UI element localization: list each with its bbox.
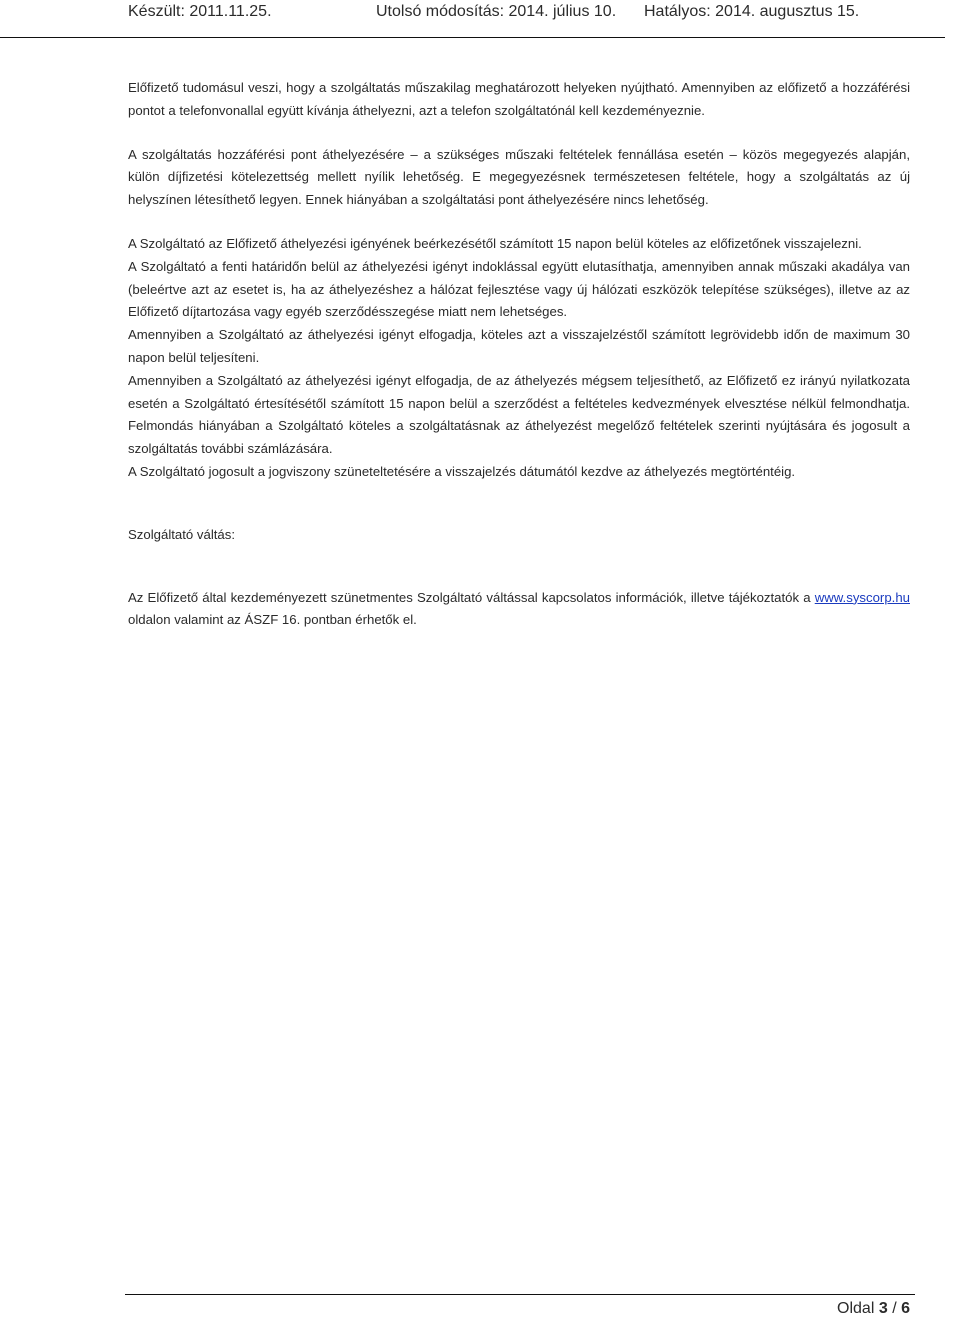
document-body — [128, 77, 910, 632]
footer-divider — [125, 1294, 915, 1295]
provider-switch-text-end: oldalon valamint az ÁSZF 16. pontban érhetők el. — [128, 612, 417, 628]
section-heading: Szolgáltató váltás: — [128, 526, 236, 542]
header-divider — [0, 37, 945, 38]
paragraph-provider-switch — [128, 587, 910, 633]
paragraph-acceptance: Amennyiben a Szolgáltató az áthelyezési igényt elfogadja, köteles azt a visszajelzéstől számított legrövidebb időn de maximum 30 napon belül teljesíteni. — [128, 327, 910, 365]
page-separator: / — [892, 1300, 897, 1317]
page-number — [837, 1299, 910, 1319]
syscorp-link[interactable]: www.syscorp.hu — [814, 589, 910, 605]
paragraph-relocation-intro: Előfizető tudomásul veszi, hogy a szolgáltatás műszakilag meghatározott helyeken nyújtható. Amennyiben az előfizető a hozzáférési pontot a telefonvonallal együtt kívánja áthelyezni, azt a telefon szolgáltatónál kell kezdeményeznie. — [128, 80, 910, 118]
paragraph-rejection: A Szolgáltató a fenti határidőn belül az áthelyezési igényt indoklással együtt elutasíthatja, amennyiben annak műszaki akadálya van (beleértve azt az esetet is, ha az áthelyezéshez a hálózat fejlesztése vagy új hálózati eszközök telepítése szükséges), illetve az az Előfizető díjtartozása vagy egyéb szerződésszegése miatt nem lehetséges. — [128, 258, 910, 320]
paragraph-relocation-agreement: A szolgáltatás hozzáférési pont áthelyezésére – a szükséges műszaki feltételek fennállása esetén – közös megegyezés alapján, külön díjfizetési kötelezettség mellett nyílik lehetőség. E megegyezésnek természetesen feltétele, hogy a szolgáltatás az új helyszínen létesíthető legyen. Ennek hiányában a szolgáltatási pont áthelyezésére nincs lehetőség. — [128, 146, 910, 208]
page-label: Oldal — [837, 1300, 875, 1317]
provider-switch-text: Az Előfizető által kezdeményezett szünetmentes Szolgáltató váltással kapcsolatos információk, illetve tájékoztatók a — [128, 589, 815, 605]
current-page: 3 — [878, 1300, 888, 1317]
paragraph-response-deadline: A Szolgáltató az Előfizető áthelyezési igényének beérkezésétől számított 15 napon belül köteles az előfizetőnek visszajelezni. — [128, 235, 862, 251]
total-pages: 6 — [901, 1300, 910, 1317]
paragraph-failed-relocation: Amennyiben a Szolgáltató az áthelyezési igényt elfogadja, de az áthelyezés mégsem teljesíthető, az Előfizető ez irányú nyilatkozata esetén a Szolgáltató értesítésétől számított 15 napon belül a szerződést a feltételes kedvezmények elvesztése nélkül felmondhatja. Felmondás hiányában a Szolgáltató köteles a szolgáltatásnak az áthelyezést megelőző feltételek szerinti nyújtására és jogosult a szolgáltatás további számlázására. — [128, 372, 910, 457]
paragraph-suspension: A Szolgáltató jogosult a jogviszony szüneteltetésére a visszajelzés dátumától kezdve az áthelyezés megtörténtéig. — [128, 463, 796, 479]
page-header — [128, 2, 918, 30]
created-date: Készült: 2011.11.25. — [128, 3, 272, 20]
effective-date: Hatályos: 2014. augusztus 15. — [644, 3, 860, 20]
modified-date: Utolsó módosítás: 2014. július 10. — [376, 3, 617, 20]
